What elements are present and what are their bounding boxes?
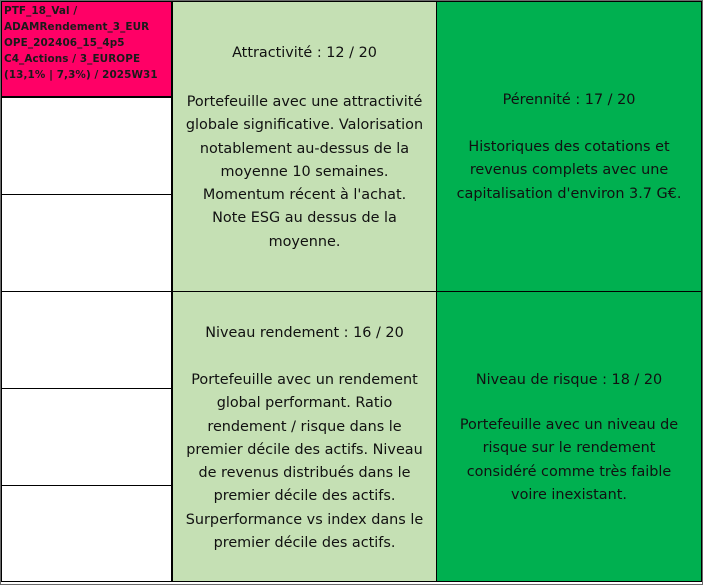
risque-card <box>436 291 702 582</box>
portfolio-label-line: OPE_202406_15_4p5 <box>4 37 125 49</box>
perennite-description <box>437 136 701 206</box>
attractivite-heading: Attractivité : 12 / 20 <box>232 45 377 61</box>
portfolio-label-line: ADAMRendement_3_EUR <box>4 21 150 33</box>
attractivite-description <box>173 91 436 254</box>
attractivite-line: Note ESG au dessus de la <box>212 210 397 227</box>
attractivite-line: moyenne 10 semaines. <box>220 163 389 180</box>
rendement-card <box>172 291 437 582</box>
empty-cell <box>1 194 172 292</box>
risque-heading: Niveau de risque : 18 / 20 <box>475 372 663 388</box>
risque-line: considéré comme très faible <box>466 463 672 480</box>
risque-line: voire inexistant. <box>511 486 627 503</box>
risque-line: Portefeuille avec un niveau de <box>459 417 679 433</box>
empty-cell <box>1 291 172 389</box>
rendement-line: premier décile des actifs. <box>213 488 396 505</box>
rendement-line: rendement / risque dans le <box>207 418 402 435</box>
portfolio-label-line: PTF_18_Val / <box>4 5 78 17</box>
attractivite-line: globale significative. Valorisation <box>185 117 424 134</box>
attractivite-line: Momentum récent à l'achat. <box>202 187 407 204</box>
rendement-heading: Niveau rendement : 16 / 20 <box>205 325 404 341</box>
attractivite-heading-box <box>173 42 436 65</box>
perennite-heading: Pérennité : 17 / 20 <box>502 92 636 108</box>
portfolio-label <box>1 1 172 97</box>
attractivite-card <box>172 1 437 292</box>
rendement-line: de revenus distribués dans le <box>198 465 411 482</box>
perennite-line: Historiques des cotations et <box>468 139 670 155</box>
attractivite-line: Portefeuille avec une attractivité <box>186 94 423 110</box>
risque-heading-box <box>437 369 701 392</box>
rendement-line: premier décile des actifs. Niveau <box>186 441 423 458</box>
perennite-card <box>436 1 702 292</box>
rendement-description <box>173 369 436 555</box>
empty-cell <box>1 97 172 195</box>
perennite-line: revenus complets avec une <box>469 162 669 179</box>
risque-line: risque sur le rendement <box>482 440 656 457</box>
empty-cell <box>1 388 172 486</box>
risque-description <box>437 414 701 507</box>
rendement-line: Portefeuille avec un rendement <box>191 372 418 388</box>
rendement-line: premier décile des actifs. <box>213 535 396 552</box>
attractivite-line: moyenne. <box>268 233 341 250</box>
rendement-heading-box <box>173 322 436 345</box>
rendement-line: global performant. Ratio <box>216 395 393 412</box>
perennite-line: capitalisation d'environ 3.7 G€. <box>456 185 682 202</box>
rendement-line: Surperformance vs index dans le <box>185 511 424 528</box>
empty-cell <box>1 485 172 582</box>
perennite-heading-box <box>437 89 701 112</box>
attractivite-line: notablement au-dessus de la <box>199 140 410 157</box>
portfolio-label-line: C4_Actions / 3_EUROPE <box>4 53 141 65</box>
portfolio-label-line: (13,1% | 7,3%) / 2025W31 <box>4 69 158 81</box>
